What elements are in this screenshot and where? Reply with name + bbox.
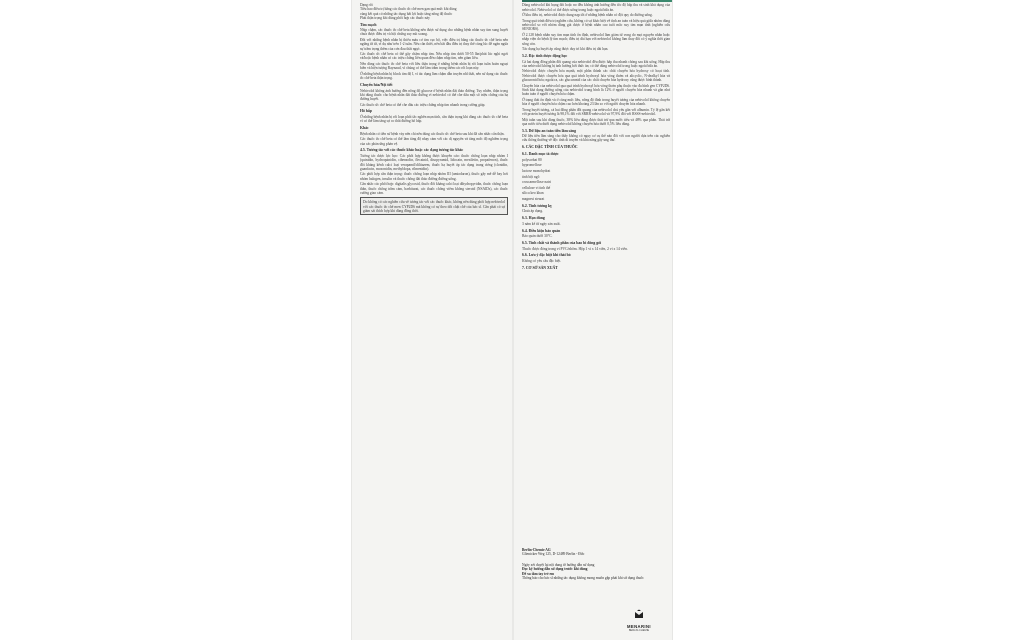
section-paragraph: Tương tác dược lực học: Các phối hợp không được khuyến cáo: thuốc chống loạn nhịp nhóm I (quinidin, hydroquinidin, cibenzolin, flecainid, disopyramid, lidocain, mexiletin, propafenon), thuốc đối kháng kênh calci loại verapamil/diltiazem, thuốc hạ huyết áp tác dụng trung ương (clonidin, guanfacin, moxonidin, methyldopa, rilmenidin).	[360, 154, 508, 171]
section-paragraph: tinh bột ngô	[522, 174, 540, 179]
warning-box-text: Do không có các nghiên cứu về tương tác với các thuốc khác, không nên dùng phối hợp nebivolol với các thuốc ức chế men CYP2D6 mà không có sự theo dõi chặt chẽ của bác sĩ. Cần phải có sự giám sát thích hợp khi dùng đồng thời.	[363, 200, 505, 213]
section-paragraph: Các thuốc ức chế beta có thể che dấu các triệu chứng nhịp tim nhanh trong cường giáp.	[360, 102, 486, 107]
section-heading: 6.6. Lưu ý đặc biệt khi thải bỏ	[522, 253, 571, 258]
intro-line: Dạng rối	[360, 3, 373, 7]
section-paragraph: Không có yêu cầu đặc biệt.	[522, 259, 562, 264]
logo-subtitle: BERLIN-CHEMIE	[628, 629, 650, 632]
section-heading: Hô hấp	[360, 109, 372, 114]
leaflet-footer	[522, 548, 670, 580]
section-paragraph: Nên dùng các thuốc ức chế beta với liều thận trọng ở những bệnh nhân bị rối loạn tuần hoàn ngoại biên và hiện tượng Raynaud, vì chúng có thể làm trầm trọng thêm các rối loạn này.	[360, 62, 508, 71]
section-paragraph: Cân nhắc các phối hợp: digitalis glycosid, thuốc đối kháng calci loại dihydropyridin, thuốc chống loạn thần, thuốc chống trầm cảm, barbiturat, các thuốc chống viêm không steroid (NSAIDs), các thuốc cường giao cảm.	[360, 182, 508, 195]
section-paragraph: Nebivolol không ảnh hưởng đến nồng độ glucose ở bệnh nhân đái tháo đường. Tuy nhiên, thận trọng khi dùng thuốc cho bệnh nhân đái tháo đường vì nebivolol có thể che dấu một số triệu chứng của hạ đường huyết.	[360, 88, 508, 102]
section-heading: 6.3. Hạn dùng	[522, 216, 545, 221]
menarini-logo-icon	[634, 609, 644, 619]
logo-name: MENARINI	[627, 624, 651, 629]
section-paragraph: Ở những bệnh nhân bị block tim độ I, vì tác dụng làm chậm dẫn truyền nhĩ thất, nên sử dụng các thuốc ức chế beta thận trọng.	[360, 71, 508, 81]
section-paragraph: 3 năm kể từ ngày sản xuất.	[522, 221, 561, 226]
footer-note: Thông báo cho bác sĩ những tác dụng không mong muốn gặp phải khi sử dụng thuốc	[522, 576, 644, 581]
footer-note: Đọc kỹ hướng dẫn sử dụng trước khi dùng	[522, 567, 588, 572]
intro-paragraph: Tác dụng hạ huyết áp cũng được duy trì khi điều trị dài hạn.	[522, 47, 609, 52]
brand-logo	[624, 606, 654, 632]
intro-block	[360, 3, 508, 20]
section-heading: Tim mạch	[360, 22, 377, 27]
footer-note: Để xa tầm tay trẻ em	[522, 571, 555, 576]
section-paragraph: polysorbat 80	[522, 157, 542, 162]
section-heading: 7. CƠ SỞ SẢN XUẤT	[522, 265, 558, 270]
section-paragraph: Các thuốc ức chế beta có thể làm tăng độ nhạy cảm với các dị nguyên và tăng mức độ nghiêm trọng của các phản ứng phản vệ.	[360, 137, 508, 146]
section-paragraph: Bảo quản dưới 30°C.	[522, 234, 553, 239]
section-paragraph: Ở những bệnh nhân bị rối loạn phổi tắc nghẽn mạn tính, cần thận trọng khi dùng các thuốc ức chế beta vì có thể làm tăng sự co thắt đường hô hấp.	[360, 115, 508, 124]
footer-note: Ngày xét duyệt lại nội dung tờ hướng dẫn sử dụng	[522, 562, 595, 567]
intro-paragraph: Ở khu điều trị, nebivolol được dung nạp tốt ở những bệnh nhân có đột quỵ do đường uống.	[522, 13, 653, 18]
section-paragraph: Bệnh nhân có tiền sử bệnh vảy nến chỉ nên dùng các thuốc ức chế beta sau khi đã cân nhắc cẩn thận.	[360, 131, 505, 136]
section-paragraph: Một tuần sau khi dùng thuốc, 38% liều dùng được thải trừ qua nước tiểu và 48% qua phân. Thải trừ qua nước tiểu dưới dạng nebivolol không chuyển hóa dưới 0,5% liều dùng.	[522, 117, 670, 126]
section-paragraph: Đối với những bệnh nhân bị thiếu máu cơ tim cục bộ, việc điều trị bằng các thuốc ức chế beta nên ngừng từ từ, vì dụ như trên 1-2 tuần. Nếu cần thiết, nên bắt đầu điều trị thay thế cùng lúc để ngăn ngừa sự trầm trọng thêm của cơn đau thắt ngực.	[360, 38, 508, 51]
section-paragraph: magnesi stearat	[522, 197, 545, 202]
manufacturer-name: Berlin-Chemie AG	[522, 548, 551, 552]
section-paragraph: Các phối hợp cần thận trọng: thuốc chống loạn nhịp nhóm III (amiodaron), thuốc gây mê dễ bay hơi nhóm halogen, insulin và thuốc chống đái tháo đường đường uống.	[360, 172, 508, 181]
section-paragraph: Chưa áp dụng.	[522, 209, 544, 214]
section-paragraph: Cả hai dạng đồng phân đối quang của nebivolol đều được hấp thu nhanh chóng sau khi uống. Hấp thu của nebivolol không bị ảnh hưởng bởi thức ăn; có thể dùng nebivolol trong hoặc ngoài bữa ăn.	[522, 59, 670, 68]
section-paragraph: Thuốc được đóng trong vỉ PVC/nhôm. Hộp 1 vỉ x 14 viên, 2 vỉ x 14 viên.	[522, 246, 628, 251]
section-paragraph: hypromellose	[522, 163, 542, 168]
intro-line: Tiêu hao điều trị bằng các thuốc ức chế men gan quá mức khi dùng	[360, 7, 457, 12]
section-paragraph: Ở trạng thái ổn định và ở cùng mức liều, nồng độ đỉnh trong huyết tương của nebivolol không chuyển hóa ở người chuyển hóa chậm cao hơn khoảng 23 lần so với người chuyển hóa nhanh.	[522, 97, 670, 107]
left-column	[360, 2, 508, 215]
section-heading: 6.1. Danh mục tá dược	[522, 151, 559, 156]
section-paragraph: Các thuốc ức chế beta có thể gây chậm nhịp tim. Nếu nhịp tim dưới 50-55 lần/phút lúc nghỉ ngơi và/hoặc bệnh nhân có các triệu chứng liên quan đến chậm nhịp tim, nên giảm liều.	[360, 52, 508, 61]
intro-line: Phải thận trọng khi dùng phối hợp các thuốc này	[360, 15, 430, 20]
section-heading: 6. CÁC ĐẶC TÍNH CỦA THUỐC	[522, 145, 578, 150]
section-paragraph: silica keo khan	[522, 191, 544, 196]
section-paragraph: Trong huyết tương, cả hai đồng phân đối quang của nebivolol chủ yếu gắn với albumin. Tỷ lệ gắn kết với protein huyết tương là 98,1% đối với SRRR-nebivolol và 97,9% đối với RSSS-nebivolol.	[522, 107, 670, 116]
right-intro-paragraphs	[522, 3, 670, 51]
section-heading: 6.4. Điều kiện bảo quản	[522, 228, 561, 233]
section-paragraph: croscarmellose natri	[522, 180, 552, 185]
section-paragraph: Dữ liệu tiền lâm sàng cho thấy không có nguy cơ cụ thể nào đối với con người dựa trên các nghiên cứu thông thường về độc tính di truyền và khả năng gây ung thư.	[522, 134, 670, 143]
intro-paragraph: Ở 2.128 bệnh nhân suy tim mạn tính ổn định, nebivolol làm giảm tử vong do mọi nguyên nhân hoặc nhập viện do bệnh lý tim mạch; điều trị dài hạn với nebivolol không làm thay đổi có ý nghĩa thời gian sống còn.	[522, 33, 670, 46]
warning-box	[360, 197, 508, 215]
manufacturer-address: Glienicker Weg 125, D-12489 Berlin - Đức	[522, 552, 585, 557]
right-sections	[522, 54, 670, 270]
left-sections	[360, 23, 508, 196]
section-paragraph: Chuyển hóa của nebivolol qua quá trình hydroxyl hóa vòng thơm phụ thuộc vào đa hình gen CYP2D6. Sinh khả dụng đường uống của nebivolol trung bình là 12% ở người chuyển hóa nhanh và gần như hoàn toàn ở người chuyển hóa chậm.	[522, 83, 670, 97]
section-paragraph: cellulose vi tinh thể	[522, 185, 551, 190]
section-heading: 6.2. Tính tương kỵ	[522, 203, 552, 208]
package-leaflet	[352, 0, 672, 640]
intro-paragraph: Trong quá trình điều trị nghiên cứu, không có sự khác biệt về tính an toàn và hiệu quả giữa nhóm dùng nebivolol so với nhóm dùng giả dược ở bệnh nhân cao tuổi mắc suy tim mạn tính (nghiên cứu SENIORS).	[522, 18, 670, 32]
section-heading: 4.5. Tương tác với các thuốc khác hoặc các dạng tương tác khác	[360, 148, 464, 153]
section-heading: Khác	[360, 126, 369, 131]
section-heading: 6.5. Tính chất và thành phần của bao bì đóng gói	[522, 240, 602, 245]
intro-paragraph: Dùng nebivolol khi bụng đói hoặc no đều không ảnh hưởng đến tốc độ hấp thu và sinh khả dụng của nebivolol. Nebivolol có thể được uống trong hoặc ngoài bữa ăn.	[522, 3, 670, 12]
intro-line: cùng kết quả có những tác dụng bất lợi hoặc tăng nồng độ thuốc	[360, 11, 453, 16]
section-heading: 5.2. Đặc tính dược động học	[522, 53, 568, 58]
section-paragraph: lactose monohydrat	[522, 168, 551, 173]
section-heading: Chuyển hóa/Nội tiết	[360, 82, 393, 87]
section-paragraph: Nebivolol được chuyển hóa mạnh, một phần thành các chất chuyển hóa hydroxy có hoạt tính. Nebivolol được chuyển hóa qua quá trình hydroxyl hóa vòng thơm và alicyclic, N-dealkyl hóa và glucuronid hóa; ngoài ra, các glucuronid của các chất chuyển hóa hydroxy cũng được hình thành.	[522, 69, 670, 82]
section-paragraph: Nhịp chậm, các thuốc ức chế beta không nên được sử dụng cho những bệnh nhân suy tim sung huyết chưa được điều trị và hội chứng suy nút xoang.	[360, 28, 508, 37]
section-heading: 5.3. Dữ liệu an toàn tiền lâm sàng	[522, 128, 577, 133]
right-column	[522, 2, 670, 270]
